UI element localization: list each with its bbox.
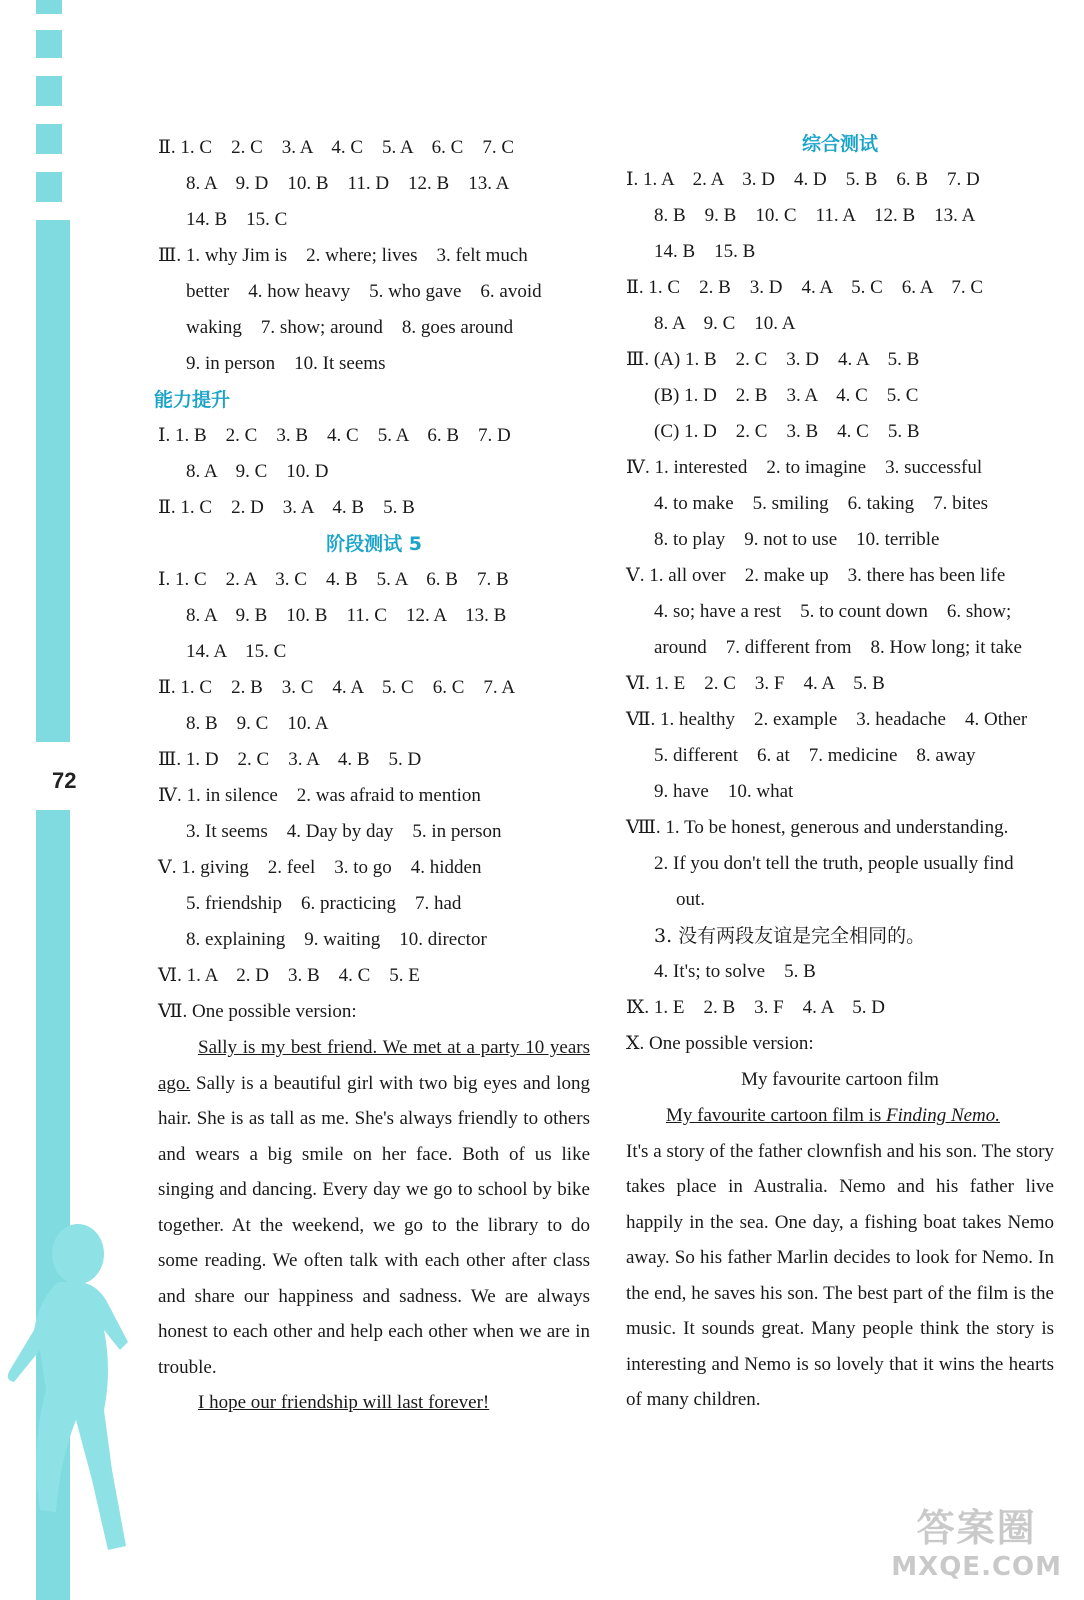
answer-line: 5. friendship 6. practicing 7. had [186,893,462,914]
essay-paragraph [158,1030,590,1385]
watermark-line1: 答案圈 [916,1506,1037,1550]
answer-line: Ⅶ. 1. healthy 2. example 3. headache 4. Other [626,709,1028,730]
answer-line: 8. to play 9. not to use 10. terrible [654,529,940,550]
essay-closing [158,1385,590,1421]
answer-line: 14. B 15. C [186,209,288,230]
answer-line: 8. A 9. C 10. D [186,461,329,482]
answer-line: 14. B 15. B [654,241,756,262]
essay-closing-sentence: I hope our friendship will last forever! [198,1392,490,1413]
answer-line: 9. in person 10. It seems [186,353,386,374]
answer-line: Ⅱ. 1. C 2. D 3. A 4. B 5. B [158,497,415,518]
answer-line: Ⅵ. 1. A 2. D 3. B 4. C 5. E [158,965,420,986]
runner-silhouette-image [0,1220,130,1600]
answer-line: Ⅹ. One possible version: [626,1033,814,1054]
answer-line: Ⅲ. 1. D 2. C 3. A 4. B 5. D [158,749,422,770]
essay-body: Sally is a beautiful girl with two big eyes and long hair. She is as tall as me. She's always friendly to others and wears a big smile on her face. Both of us like singing and dancing. Every day we go to school by bike together. At the weekend, we go to the library to do some reading. We often talk with each other after class and share our happiness and sadness. We are always honest to each other and help each other when we are in trouble. [158,1072,590,1378]
answer-line: (B) 1. D 2. B 3. A 4. C 5. C [654,385,919,406]
answer-line: 5. different 6. at 7. medicine 8. away [654,745,976,766]
answer-line: 4. so; have a rest 5. to count down 6. show; [654,601,1012,622]
answer-line: Ⅵ. 1. E 2. C 3. F 4. A 5. B [626,673,885,694]
answer-line: Ⅰ. 1. A 2. A 3. D 4. D 5. B 6. B 7. D [626,169,980,190]
answer-line: 8. B 9. C 10. A [186,713,329,734]
answer-line: Ⅲ. (A) 1. B 2. C 3. D 4. A 5. B [626,349,920,370]
answer-line: Ⅳ. 1. in silence 2. was afraid to mention [158,785,481,806]
answer-line: Ⅱ. 1. C 2. B 3. C 4. A 5. C 6. C 7. A [158,677,516,698]
answer-line: Ⅱ. 1. C 2. B 3. D 4. A 5. C 6. A 7. C [626,277,984,298]
answer-line: 3. It seems 4. Day by day 5. in person [186,821,502,842]
answer-line: 8. A 9. D 10. B 11. D 12. B 13. A [186,173,510,194]
answer-line: (C) 1. D 2. C 3. B 4. C 5. B [654,421,920,442]
essay-first-sentence [626,1098,1054,1134]
section-heading-comprehensive: 综合测试 [801,133,878,155]
answer-line: out. [676,889,706,910]
answer-line: waking 7. show; around 8. goes around [186,317,514,338]
answer-line: 8. A 9. B 10. B 11. C 12. A 13. B [186,605,507,626]
answer-line: 14. A 15. C [186,641,287,662]
page-number: 72 [52,768,77,793]
essay-film-title: Finding Nemo. [886,1105,1001,1126]
watermark [891,1497,1062,1582]
answer-line: Ⅲ. 1. why Jim is 2. where; lives 3. felt much [158,245,528,266]
left-column [154,130,590,1421]
answer-line: Ⅴ. 1. giving 2. feel 3. to go 4. hidden [158,857,482,878]
right-column [626,130,1054,1418]
answer-line: around 7. different from 8. How long; it take [654,637,1022,658]
answer-line: 4. It's; to solve 5. B [654,961,816,982]
section-heading-stage-test: 阶段测试 5 [326,533,422,555]
essay-body: It's a story of the father clownfish and his son. The story takes place in Australia. Nemo and his father live happily in the sea. One day, a fishing boat takes Nemo away. So his father Marlin decides to look for Nemo. In the end, he saves his son. The best part of the film is the music. It sounds great. Many people think the story is interesting and Nemo is so lovely that it wins the hearts of many children. [626,1140,1054,1410]
essay-underlined-sentence: Sally is my best friend. We met at a party 10 years ago. [158,1037,590,1094]
answer-line: 2. If you don't tell the truth, people usually find [654,853,1014,874]
answer-line: 4. to make 5. smiling 6. taking 7. bites [654,493,989,514]
answer-line: 8. B 9. B 10. C 11. A 12. B 13. A [654,205,976,226]
section-heading-ability: 能力提升 [154,389,231,411]
watermark-line2: MXQE.COM [891,1552,1062,1582]
answer-line: Ⅸ. 1. E 2. B 3. F 4. A 5. D [626,997,886,1018]
answer-line: Ⅷ. 1. To be honest, generous and understanding. [626,817,1009,838]
answer-line: Ⅳ. 1. interested 2. to imagine 3. successful [626,457,983,478]
answer-line: 8. A 9. C 10. A [654,313,796,334]
answer-line: 9. have 10. what [654,781,794,802]
answer-line: Ⅶ. One possible version: [158,1001,357,1022]
answer-line: Ⅰ. 1. C 2. A 3. C 4. B 5. A 6. B 7. B [158,569,509,590]
essay-title: My favourite cartoon film [741,1069,939,1090]
answer-line: 3. 没有两段友谊是完全相同的。 [654,925,926,947]
answer-line: Ⅴ. 1. all over 2. make up 3. there has been life [626,565,1006,586]
essay-first-plain: My favourite cartoon film is [666,1105,887,1126]
answer-line: 8. explaining 9. waiting 10. director [186,929,487,950]
answer-line: Ⅰ. 1. B 2. C 3. B 4. C 5. A 6. B 7. D [158,425,511,446]
answer-line: Ⅱ. 1. C 2. C 3. A 4. C 5. A 6. C 7. C [158,137,515,158]
answer-line: better 4. how heavy 5. who gave 6. avoid [186,281,542,302]
